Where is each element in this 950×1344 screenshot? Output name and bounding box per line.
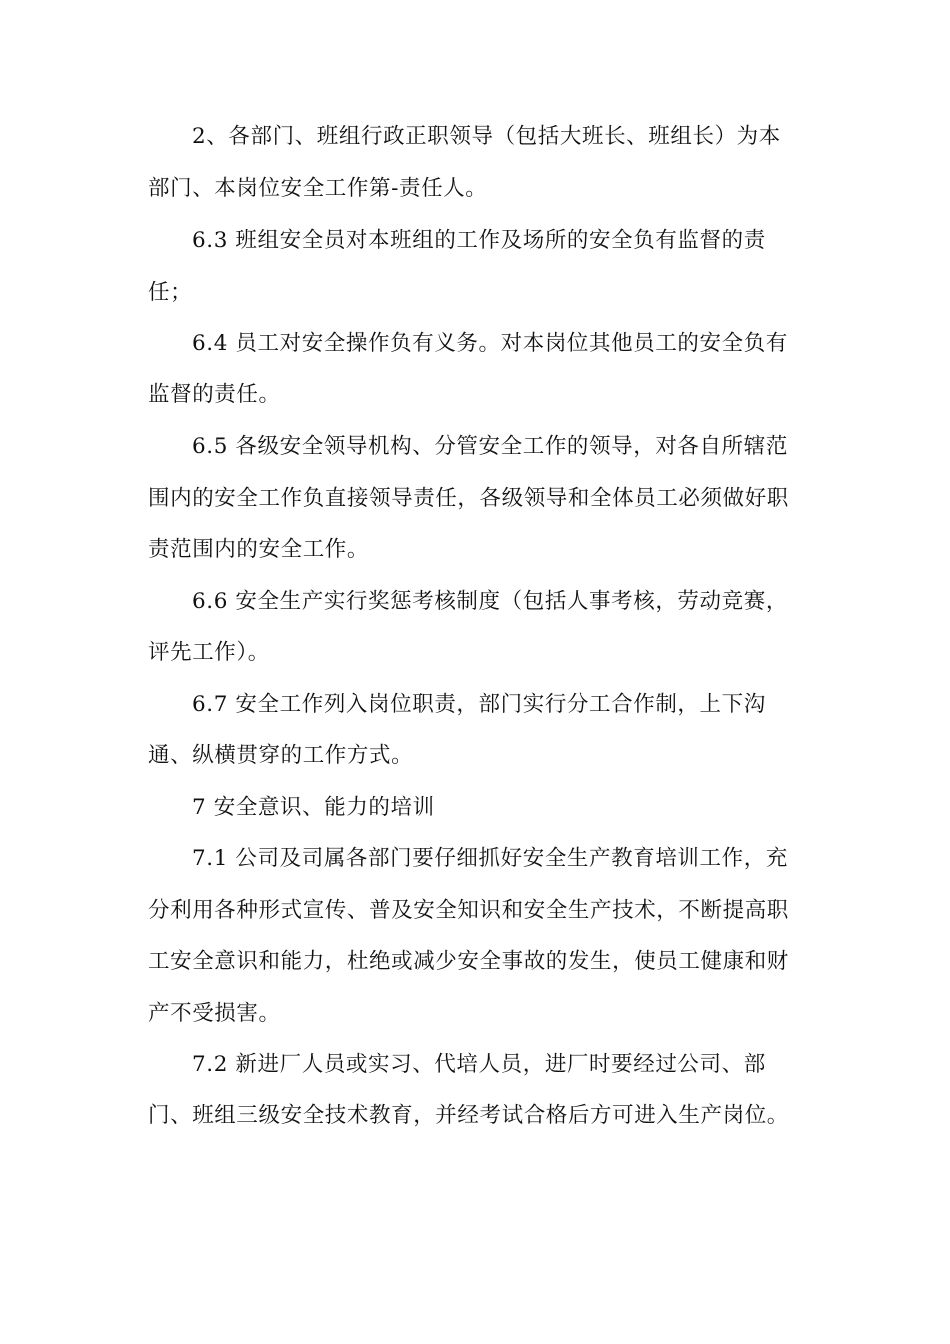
paragraph-6-4-line-1: 6.4 员工对安全操作负有义务。对本岗位其他员工的安全负有 — [192, 331, 788, 356]
paragraph-2-line-1: 2、各部门、班组行政正职领导（包括大班长、班组长）为本 — [192, 124, 781, 149]
paragraph-6-7-line-2: 通、纵横贯穿的工作方式。 — [148, 743, 414, 768]
paragraph-6-4-line-2: 监督的责任。 — [148, 382, 281, 407]
paragraph-6-5-line-2: 围内的安全工作负直接领导责任，各级领导和全体员工必须做好职 — [148, 486, 789, 511]
paragraph-6-3-line-2: 任； — [148, 280, 193, 305]
paragraph-7-1-line-4: 产不受损害。 — [148, 1001, 281, 1026]
paragraph-6-6-line-2: 评先工作）。 — [148, 640, 270, 665]
paragraph-7-1-line-2: 分利用各种形式宣传、普及安全知识和安全生产技术，不断提高职 — [148, 898, 789, 923]
section-7-heading: 7 安全意识、能力的培训 — [192, 795, 435, 820]
paragraph-6-5-line-1: 6.5 各级安全领导机构、分管安全工作的领导，对各自所辖范 — [192, 434, 788, 459]
paragraph-6-6-line-1: 6.6 安全生产实行奖惩考核制度（包括人事考核，劳动竞赛， — [192, 589, 788, 614]
paragraph-2-line-2: 部门、本岗位安全工作第-责任人。 — [148, 176, 488, 201]
paragraph-6-5-line-3: 责范围内的安全工作。 — [148, 537, 370, 562]
paragraph-6-7-line-1: 6.7 安全工作列入岗位职责，部门实行分工合作制，上下沟 — [192, 692, 766, 717]
paragraph-6-3-line-1: 6.3 班组安全员对本班组的工作及场所的安全负有监督的责 — [192, 228, 766, 253]
paragraph-7-2-line-2: 门、班组三级安全技术教育，并经考试合格后方可进入生产岗位。 — [148, 1103, 789, 1128]
paragraph-7-2-line-1: 7.2 新进厂人员或实习、代培人员，进厂时要经过公司、部 — [192, 1052, 766, 1077]
paragraph-7-1-line-1: 7.1 公司及司属各部门要仔细抓好安全生产教育培训工作，充 — [192, 846, 788, 871]
paragraph-7-1-line-3: 工安全意识和能力，杜绝或减少安全事故的发生，使员工健康和财 — [148, 949, 789, 974]
